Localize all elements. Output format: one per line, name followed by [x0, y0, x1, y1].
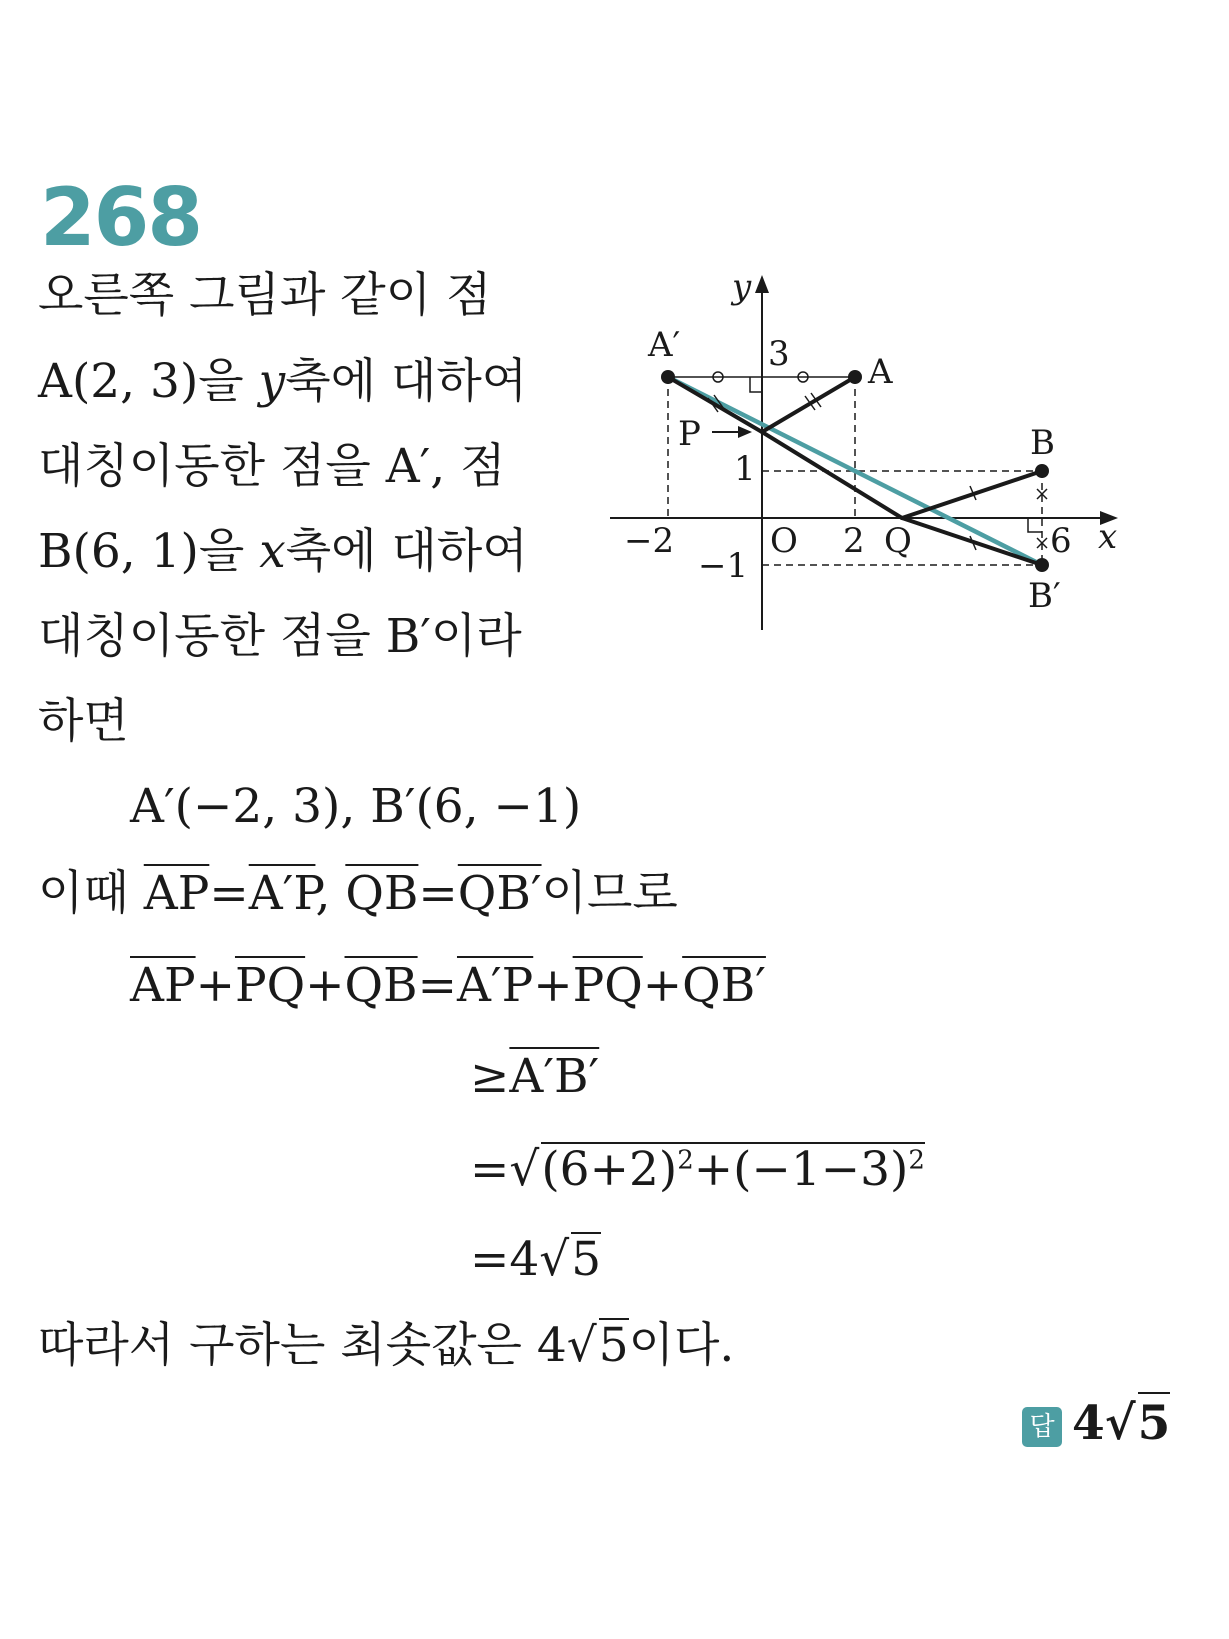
- tick-label-3: 3: [768, 334, 790, 374]
- intro-line-5: 대칭이동한 점을 B′이라: [38, 609, 522, 664]
- equal-marks: [708, 372, 1047, 550]
- point-b: [1035, 464, 1049, 478]
- problem-number: 268: [40, 171, 201, 264]
- segment-q-b: [902, 471, 1042, 518]
- equation-inequality: ≥A′B′: [470, 1049, 600, 1104]
- coordinate-diagram: [610, 270, 1130, 640]
- segment-p-a: [762, 377, 855, 432]
- y-axis-arrow: [755, 275, 769, 293]
- label-q: Q: [884, 521, 912, 561]
- right-angle-mark-right: [1028, 518, 1042, 532]
- label-p: P: [678, 414, 701, 454]
- intro-line-3: 대칭이동한 점을 A′, 점: [38, 439, 506, 494]
- tick-label-neg2: −2: [624, 521, 675, 561]
- coords-line: A′(−2, 3), B′(6, −1): [130, 779, 582, 834]
- right-angle-mark-top: [750, 377, 762, 392]
- equation-main: $\overline{AP}+\overline{PQ}+\overline{QB}=A'P+\overline{PQ}+QB'$: [130, 958, 766, 1013]
- conclusion-line: 따라서 구하는 최솟값은 4√5이다.: [38, 1318, 735, 1373]
- point-b-prime: [1035, 558, 1049, 572]
- x-axis-label: x: [1098, 517, 1118, 557]
- point-a-prime: [661, 370, 675, 384]
- intro-line-1: 오른쪽 그림과 같이 점: [38, 268, 492, 323]
- p-arrowhead: [738, 426, 752, 438]
- answer: 답 4√5: [1022, 1392, 1170, 1451]
- intro-line-4: B(6, 1)을 x축에 대하여: [38, 524, 528, 579]
- label-b: B: [1030, 423, 1055, 463]
- label-b-prime: B′: [1028, 576, 1061, 616]
- label-a: A: [868, 352, 893, 392]
- segment-p-q: [762, 432, 902, 518]
- tick-label-6: 6: [1050, 521, 1072, 561]
- label-origin: O: [770, 521, 798, 561]
- tick-label-2: 2: [843, 521, 865, 561]
- answer-badge: 답: [1022, 1407, 1062, 1447]
- label-a-prime: A′: [648, 325, 681, 365]
- equation-sqrt: $=√(6+2)^2+(-1-3)^2$: [470, 1142, 925, 1197]
- equation-result: =4√5: [470, 1232, 602, 1287]
- intro-line-2: A(2, 3)을 y축에 대하여: [38, 354, 528, 409]
- intro-line-6: 하면: [38, 694, 129, 749]
- point-a: [848, 370, 862, 384]
- y-axis-label: y: [732, 270, 752, 307]
- tick-label-1: 1: [734, 449, 756, 489]
- tick-label-neg1: −1: [698, 546, 749, 586]
- since-line: 이때 $\overline{AP}=A'P$, $\overline{QB}=QB'$이므로: [38, 866, 678, 921]
